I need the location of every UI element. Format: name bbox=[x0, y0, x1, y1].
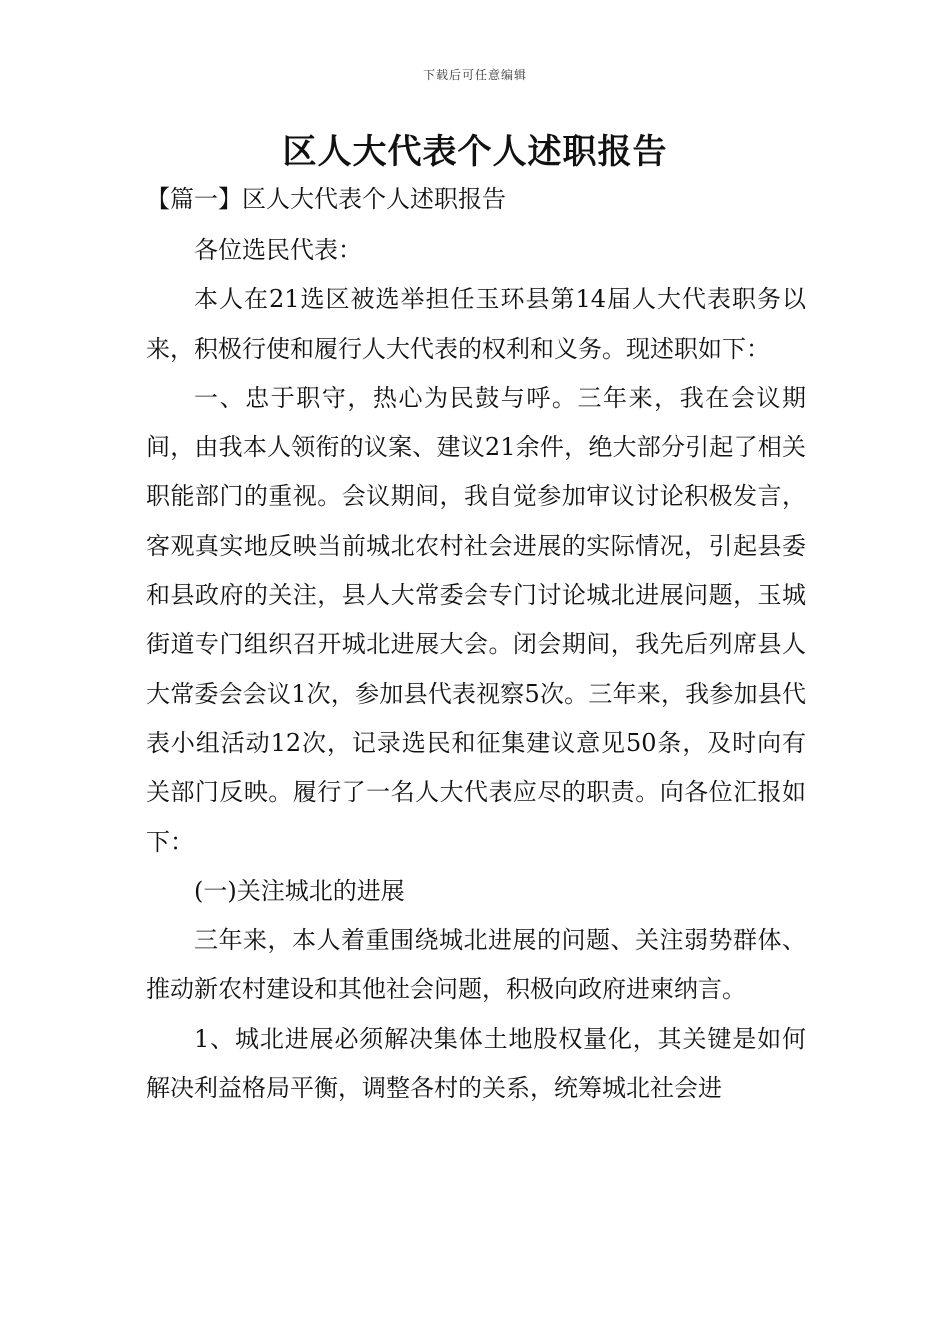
salutation-paragraph: 各位选民代表： bbox=[194, 236, 362, 264]
duty-paragraph: 一、忠于职守，热心为民鼓与呼。三年来，我在会议期间，由我本人领衔的议案、建议21余件，绝大部分引起了相关职能部门的重视。会议期间，我自觉参加审议讨论积极发言，客观真实地反映当前城北农村社会进展的实际情况，引起县委和县政府的关注，县人大常委会专门讨论城北进展问题，玉城街道专门组织召开城北进展大会。闭会期间，我先后列席县人大常委会会议1次，参加县代表视察5次。三年来，我参加县代表小组活动12次，记录选民和征集建议意见50条，及时向有关部门反映。履行了一名人大代表应尽的职责。向各位汇报如下： bbox=[146, 383, 806, 856]
subheading-paragraph: (一)关注城北的进展 bbox=[194, 876, 405, 905]
section-heading: 【篇一】区人大代表个人述职报告 bbox=[146, 185, 506, 213]
item-one-paragraph: 1、城北进展必须解决集体土地股权量化，其关键是如何解决利益格局平衡，调整各村的关系，统筹城北社会进 bbox=[146, 1024, 806, 1103]
page-header-note: 下载后可任意编辑 bbox=[422, 68, 527, 82]
document-title: 区人大代表个人述职报告 bbox=[282, 132, 668, 172]
focus-paragraph: 三年来，本人着重围绕城北进展的问题、关注弱势群体、推动新农村建设和其他社会问题，积极向政府进柬纳言。 bbox=[146, 926, 806, 1004]
document-body bbox=[146, 226, 806, 1113]
intro-paragraph: 本人在21选区被选举担任玉环县第14届人大代表职务以来，积极行使和履行人大代表的权利和义务。现述职如下： bbox=[146, 285, 806, 363]
